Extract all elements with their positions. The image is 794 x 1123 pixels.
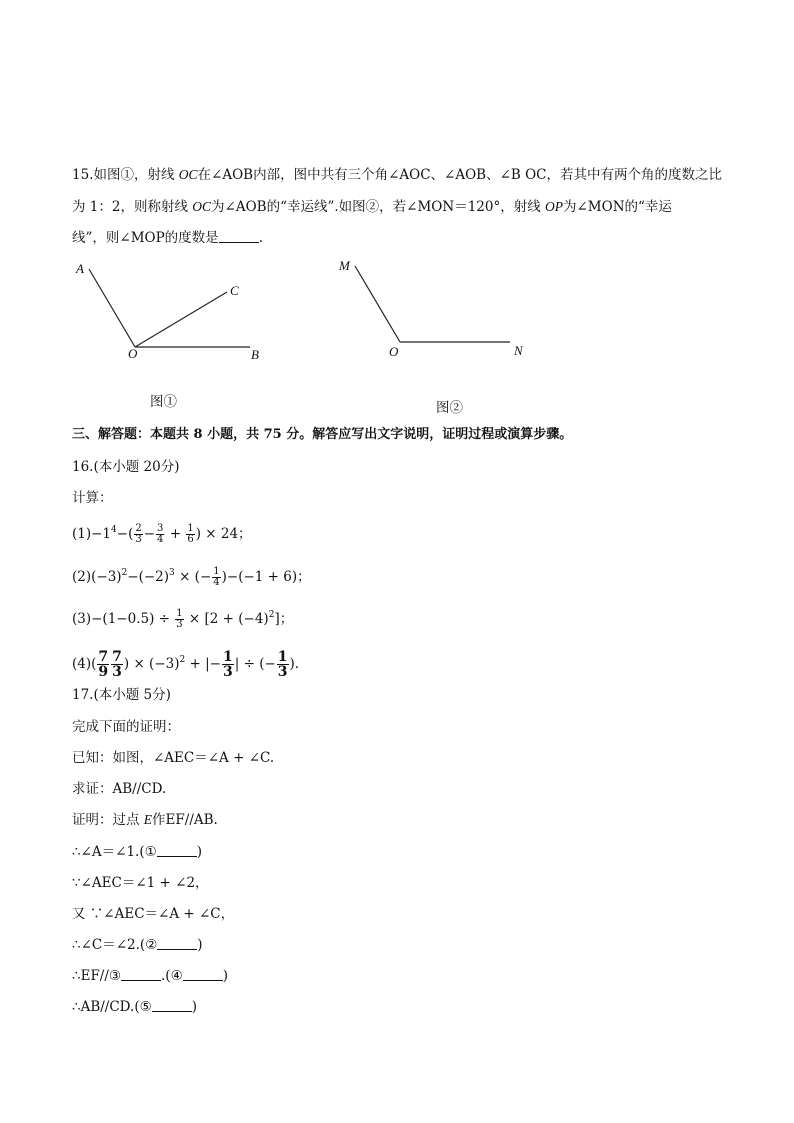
fig2-label-O: O — [389, 344, 399, 359]
q17-step1: ∴∠A＝∠1.(① ) — [72, 844, 202, 860]
blank-2[interactable] — [157, 937, 197, 950]
q17-step4: ∴∠C＝∠2.(② ) — [72, 937, 203, 953]
q15-line2: 为 1：2，则称射线 OC为∠AOB的“幸运线”.如图②，若∠MON＝120°，射线 OP为∠MON的“幸运 — [72, 199, 672, 215]
fig1-label-B: B — [251, 347, 259, 362]
fig1-label-A: A — [76, 261, 84, 276]
q16-part1: $(1)-1^4-$( $\frac{2}{3}$ − $\frac{3}{4}$ + $\frac{1}{6}$ ) × 24； — [72, 523, 252, 545]
q17-step2: ∵∠AEC＝∠1 + ∠2， — [72, 875, 209, 891]
q17-title: 17.(本小题 5分) — [72, 687, 171, 703]
q16-part3: (3)−(1−0.5) ÷ $\frac{1}{3}$ × $[2 + (-4)^2]$； — [72, 608, 294, 630]
ray-OA — [89, 269, 135, 347]
blank-1[interactable] — [157, 844, 197, 857]
q17-instruction: 完成下面的证明： — [72, 719, 180, 735]
q16-instruction: 计算： — [72, 490, 113, 506]
q17-proof-start: 证明：过点 E作EF//AB. — [72, 812, 218, 828]
q17-given: 已知：如图，∠AEC＝∠A + ∠C. — [72, 750, 275, 766]
figure-1 — [70, 256, 280, 366]
q17-step3: 又 ∵∠AEC＝∠A + ∠C， — [72, 906, 235, 922]
fig1-caption: 图① — [150, 394, 177, 410]
blank-5[interactable] — [152, 999, 192, 1012]
ray-OM — [355, 266, 400, 342]
fig2-caption: 图② — [436, 400, 463, 416]
answer-blank[interactable] — [219, 230, 259, 243]
fig2-label-M: M — [339, 258, 350, 273]
fig2-label-N: N — [514, 343, 523, 358]
q16-title: 16.(本小题 20分) — [72, 459, 180, 475]
blank-4[interactable] — [183, 968, 223, 981]
figure-2 — [340, 256, 540, 366]
blank-3[interactable] — [121, 968, 161, 981]
q17-step5: ∴EF//③ .(④ ) — [72, 968, 228, 984]
q15-line3: 线”，则∠MOP的度数是 . — [72, 230, 263, 246]
fig1-label-O: O — [128, 346, 138, 361]
q15-line1: 15.如图①，射线 OC在∠AOB内部，图中共有三个角∠AOC、∠AOB、∠B OC，若其中有两个角的度数之比 — [72, 167, 723, 183]
q17-prove: 求证：AB//CD. — [72, 781, 167, 797]
fig1-label-C: C — [230, 283, 239, 298]
q17-step6: ∴AB//CD.(⑤ ) — [72, 999, 197, 1015]
q16-part4: (4)( $\frac{7}{9}$ $\frac{7}{3}$ ) × $(-3)^2$ + |− $\frac{1}{3}$ | ÷ (− $\frac{1}{3}$ ). — [72, 649, 300, 680]
section-heading: 三、解答题：本题共 8 小题，共 75 分。解答应写出文字说明，证明过程或演算步骤。 — [72, 427, 573, 442]
ray-OC — [135, 292, 227, 347]
q16-part2: $(2)(-3)^2-(-2)^3$ × (− $\frac{1}{4}$ )−(−1 + 6)； — [72, 566, 311, 588]
